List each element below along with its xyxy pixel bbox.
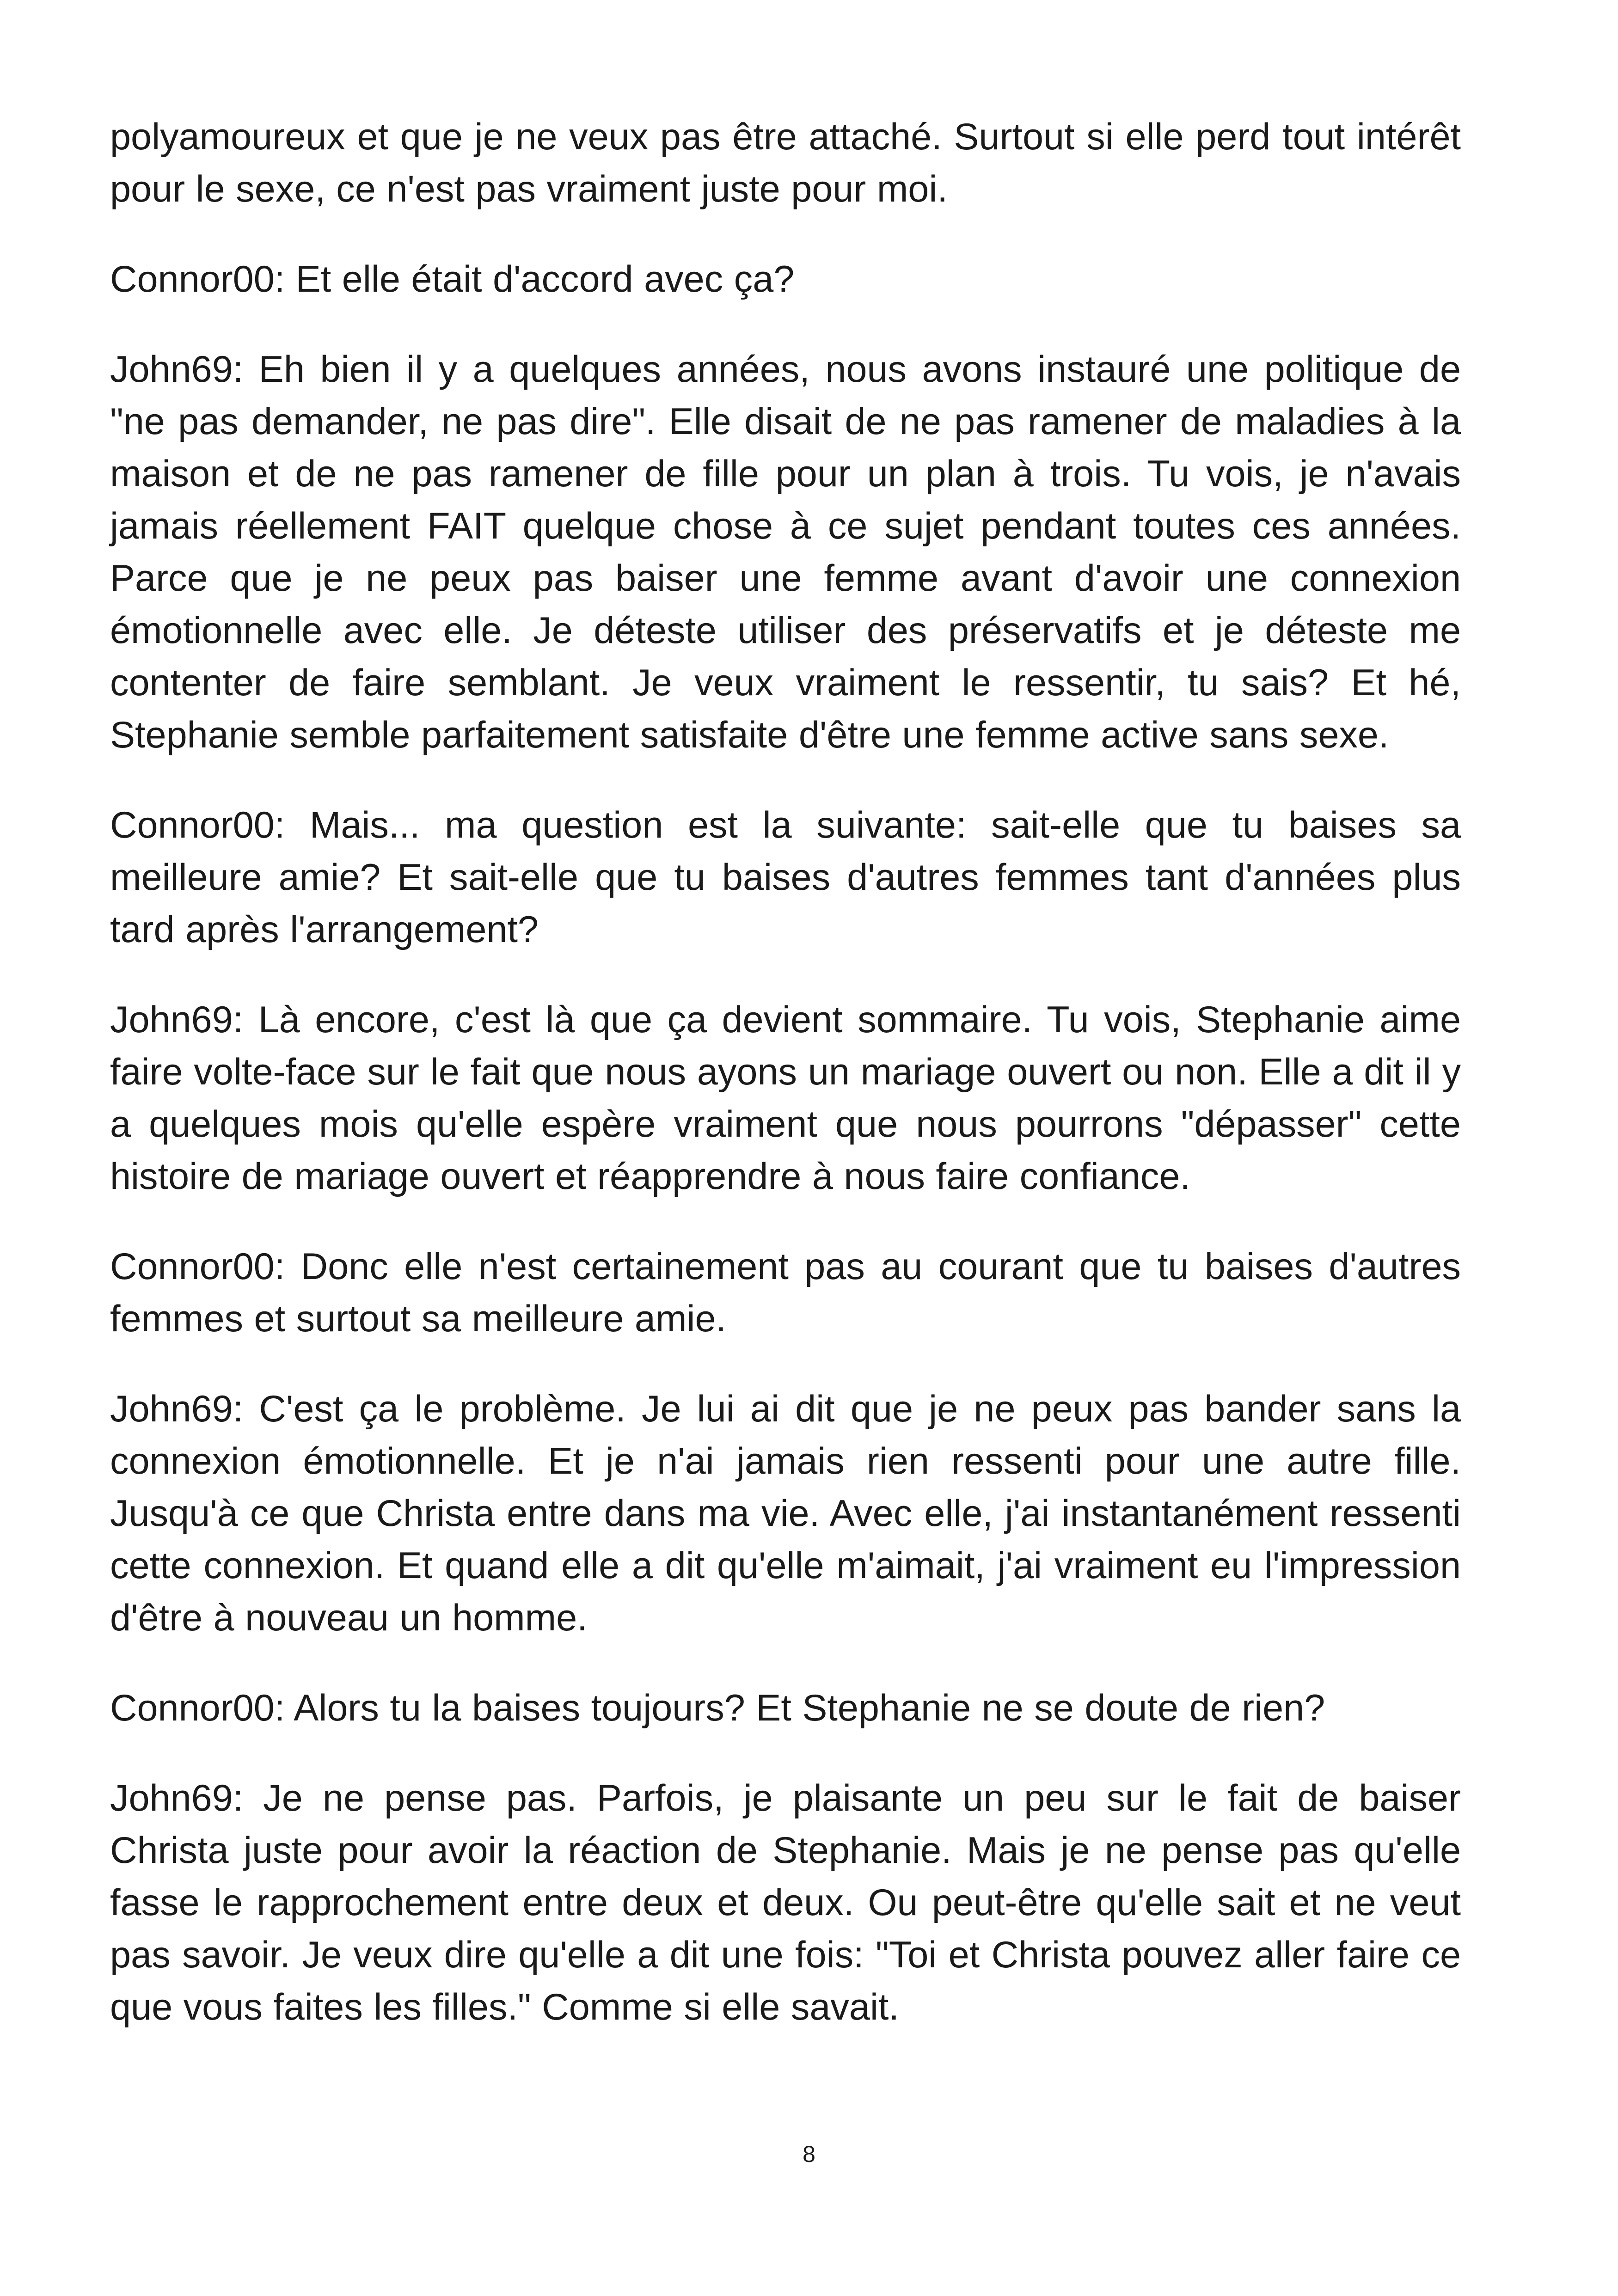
paragraph-connor-1: Connor00: Et elle était d'accord avec ça? xyxy=(110,258,795,300)
paragraph-continuation: polyamoureux et que je ne veux pas être attaché. Surtout si elle perd tout intérêt pour le sexe, ce n'est pas vraiment juste pour moi. xyxy=(110,116,1461,210)
paragraph-john-2: John69: Là encore, c'est là que ça devient sommaire. Tu vois, Stephanie aime faire volte-face sur le fait que nous ayons un mariage ouvert ou non. Elle a dit il y a quelques mois qu'elle espère vraiment que nous pourrons "dépasser" cette histoire de mariage ouvert et réapprendre à nous faire confiance. xyxy=(110,999,1461,1197)
paragraph-john-1: John69: Eh bien il y a quelques années, nous avons instauré une politique de "ne pas demander, ne pas dire". Elle disait de ne pas ramener de maladies à la maison et de ne pas ramener de fille pour un plan à trois. Tu vois, je n'avais jamais réellement FAIT quelque chose à ce sujet pendant toutes ces années. Parce que je ne peux pas baiser une femme avant d'avoir une connexion émotionnelle avec elle. Je déteste utiliser des préservatifs et je déteste me contenter de faire semblant. Je veux vraiment le ressentir, tu sais? Et hé, Stephanie semble parfaitement satisfaite d'être une femme active sans sexe. xyxy=(110,349,1461,756)
paragraph-john-3: John69: C'est ça le problème. Je lui ai dit que je ne peux pas bander sans la connexion émotionnelle. Et je n'ai jamais rien ressenti pour une autre fille. Jusqu'à ce que Christa entre dans ma vie. Avec elle, j'ai instantanément ressenti cette connexion. Et quand elle a dit qu'elle m'aimait, j'ai vraiment eu l'impression d'être à nouveau un homme. xyxy=(110,1388,1461,1639)
document-body xyxy=(110,111,1461,2071)
paragraph-connor-3: Connor00: Donc elle n'est certainement pas au courant que tu baises d'autres femmes et surtout sa meilleure amie. xyxy=(110,1246,1461,1340)
paragraph-john-4: John69: Je ne pense pas. Parfois, je plaisante un peu sur le fait de baiser Christa juste pour avoir la réaction de Stephanie. Mais je ne pense pas qu'elle fasse le rapprochement entre deux et deux. Ou peut-être qu'elle sait et ne veut pas savoir. Je veux dire qu'elle a dit une fois: "Toi et Christa pouvez aller faire ce que vous faites les filles." Comme si elle savait. xyxy=(110,1777,1461,2028)
paragraph-connor-2: Connor00: Mais... ma question est la suivante: sait-elle que tu baises sa meilleure amie? Et sait-elle que tu baises d'autres femmes tant d'années plus tard après l'arrangement? xyxy=(110,804,1461,950)
page-number: 8 xyxy=(803,2141,815,2167)
paragraph-connor-4: Connor00: Alors tu la baises toujours? Et Stephanie ne se doute de rien? xyxy=(110,1687,1325,1729)
